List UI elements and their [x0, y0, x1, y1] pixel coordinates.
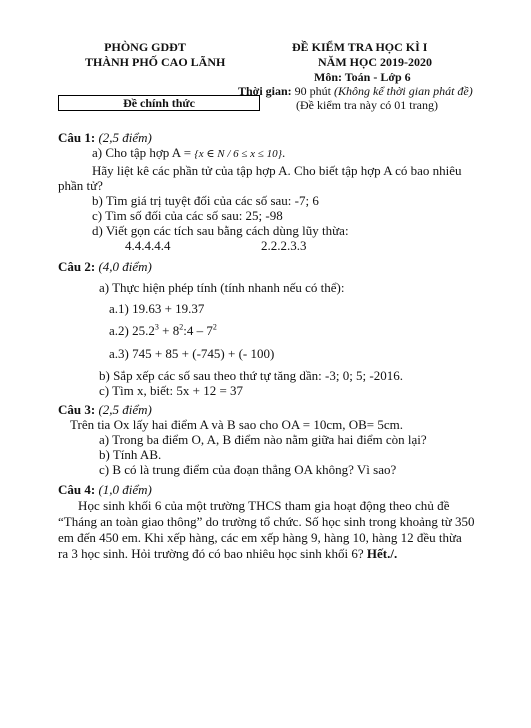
school-year: NĂM HỌC 2019-2020 — [318, 55, 432, 69]
time-note: (Không kể thời gian phát đề) — [334, 84, 473, 98]
question-1-heading — [58, 130, 152, 146]
question-2a2-part3: :4 – 7 — [183, 323, 213, 338]
question-2a: a) Thực hiện phép tính (tính nhanh nếu có thể): — [99, 280, 345, 295]
question-4-line2: “Tháng an toàn giao thông” do trường tổ chức. Số học sinh trong khoảng từ 350 — [58, 514, 475, 529]
question-1d-expr1: 4.4.4.4.4 — [125, 238, 171, 253]
question-3-title: Câu 3: — [58, 402, 96, 417]
official-label: Đề chính thức — [58, 95, 260, 111]
question-1-title: Câu 1: — [58, 130, 96, 145]
time-label: Thời gian: — [238, 84, 292, 98]
question-1a-prefix: a) Cho tập hợp A = — [92, 145, 195, 160]
question-1a — [92, 145, 285, 161]
question-4-title: Câu 4: — [58, 482, 96, 497]
time-line — [238, 84, 473, 99]
question-2-points: (4,0 điểm) — [98, 259, 152, 274]
question-3-points: (2,5 điểm) — [98, 402, 152, 417]
question-4-points: (1,0 điểm) — [98, 482, 152, 497]
question-3a: a) Trong ba điểm O, A, B điểm nào nằm giữa hai điểm còn lại? — [99, 432, 427, 447]
question-1b: b) Tìm giá trị tuyệt đối của các số sau: -7; 6 — [92, 193, 319, 208]
time-value: 90 phút — [294, 84, 332, 98]
department-name: PHÒNG GDĐT — [104, 40, 186, 54]
question-2c: c) Tìm x, biết: 5x + 12 = 37 — [99, 383, 244, 398]
question-2a1: a.1) 19.63 + 19.37 — [109, 301, 205, 316]
pages-note: (Đề kiểm tra này có 01 trang) — [296, 98, 438, 112]
question-2b: b) Sắp xếp các số sau theo thứ tự tăng dần: -3; 0; 5; -2016. — [99, 368, 404, 383]
question-2a3: a.3) 745 + 85 + (-745) + (- 100) — [109, 346, 275, 361]
question-1d-expr2: 2.2.2.3.3 — [261, 238, 307, 253]
question-2-heading — [58, 259, 152, 275]
question-1d: d) Viết gọn các tích sau bằng cách dùng lũy thừa: — [92, 223, 349, 238]
exponent-2: 2 — [179, 322, 184, 332]
question-4-line4 — [58, 546, 397, 562]
question-1-points: (2,5 điểm) — [98, 130, 152, 145]
question-2a2-part2: + 8 — [158, 323, 180, 338]
exam-title: ĐỀ KIỂM TRA HỌC KÌ I — [292, 40, 428, 54]
question-4-line3: em đến 450 em. Khi xếp hàng, các em xếp hàng 9, hàng 10, hàng 12 đều thừa — [58, 530, 462, 545]
question-1c: c) Tìm số đối của các số sau: 25; -98 — [92, 208, 283, 223]
question-4-line4-text: ra 3 học sinh. Hỏi trường đó có bao nhiêu học sinh khối 6? — [58, 546, 367, 561]
set-definition: {x ∈ N / 6 ≤ x ≤ 10} — [194, 148, 282, 160]
exponent-1: 3 — [154, 322, 159, 332]
question-2a2-part1: a.2) 25.2 — [109, 323, 155, 338]
city-name: THÀNH PHỐ CAO LÃNH — [85, 55, 226, 69]
question-1a-task-line1: Hãy liệt kê các phần tử của tập hợp A. Cho biết tập hợp A có bao nhiêu — [92, 163, 462, 178]
end-mark: Hết./. — [366, 546, 398, 561]
question-1a-task-line2: phần tử? — [58, 178, 103, 193]
question-4-line1: Học sinh khối 6 của một trường THCS tham gia hoạt động theo chủ đề — [78, 498, 450, 513]
question-3c: c) B có là trung điểm của đoạn thẳng OA không? Vì sao? — [99, 462, 397, 477]
question-3-heading — [58, 402, 152, 418]
question-3-intro: Trên tia Ox lấy hai điểm A và B sao cho OA = 10cm, OB= 5cm. — [70, 417, 404, 432]
question-1a-suffix: . — [282, 145, 286, 160]
question-2-title: Câu 2: — [58, 259, 96, 274]
question-2a2 — [109, 323, 217, 339]
question-4-heading — [58, 482, 152, 498]
exponent-3: 2 — [212, 322, 217, 332]
question-3b: b) Tính AB. — [99, 447, 162, 462]
subject: Môn: Toán - Lớp 6 — [314, 70, 411, 84]
